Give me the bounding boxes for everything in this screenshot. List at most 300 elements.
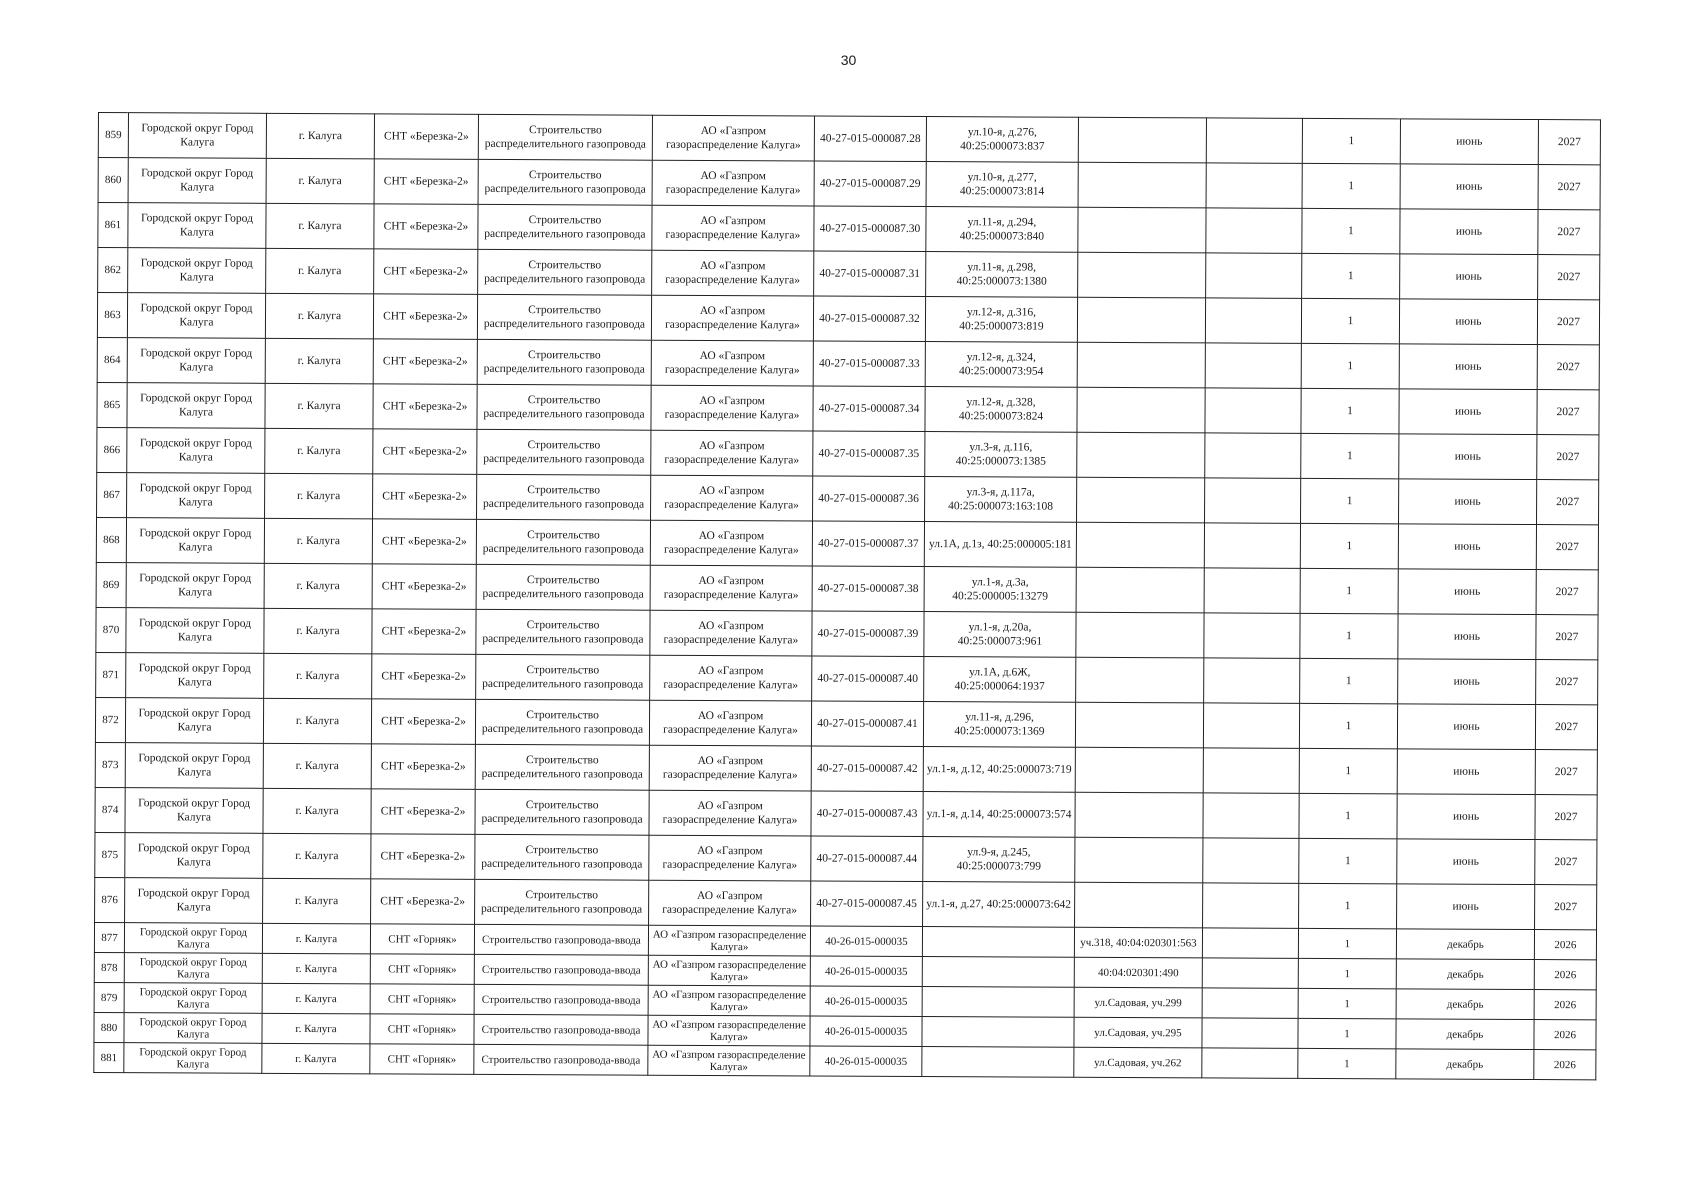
city-cell: г. Калуга	[266, 248, 374, 294]
address-cell: ул.12-я, д.328, 40:25:000073:824	[925, 387, 1077, 433]
month-cell: июнь	[1398, 524, 1536, 570]
address-cell: ул.12-я, д.324, 40:25:000073:954	[925, 342, 1077, 388]
snt-cell: СНТ «Горняк»	[370, 1044, 474, 1075]
snt-cell: СНТ «Березка-2»	[371, 789, 475, 835]
city-cell: г. Калуга	[265, 383, 373, 429]
work-type-cell: Строительство газопровода-ввода	[474, 954, 648, 985]
organization-cell: АО «Газпром газораспределение Калуга»	[651, 340, 813, 386]
organization-cell: АО «Газпром газораспределение Калуга»	[651, 295, 813, 341]
work-type-cell: Строительство распределительного газопровода	[475, 789, 649, 835]
table-row	[96, 517, 1598, 569]
snt-cell: СНТ «Березка-2»	[371, 879, 475, 925]
row-number-cell: 872	[95, 697, 125, 742]
year-cell: 2026	[1534, 1050, 1596, 1080]
quantity-cell: 1	[1298, 988, 1396, 1018]
organization-cell: АО «Газпром газораспределение Калуга»	[650, 610, 812, 656]
address-cell: ул.1А, д.1з, 40:25:000005:181	[924, 522, 1076, 568]
program-code-cell: 40-27-015-000087.40	[812, 656, 924, 702]
work-type-cell: Строительство распределительного газопровода	[475, 834, 649, 880]
year-cell: 2027	[1537, 300, 1599, 345]
snt-cell: СНТ «Березка-2»	[371, 744, 475, 790]
row-number-cell: 864	[97, 337, 127, 382]
municipality-cell: Городской округ Город Калуга	[125, 698, 263, 744]
empty-cell	[1204, 658, 1300, 703]
row-number-cell: 859	[98, 113, 128, 158]
empty-cell	[1205, 343, 1301, 388]
organization-cell: АО «Газпром газораспределение Калуга»	[649, 790, 811, 836]
address-cell: ул.9-я, д.245, 40:25:000073:799	[923, 837, 1075, 883]
address-cell	[922, 927, 1074, 958]
quantity-cell: 1	[1301, 433, 1399, 478]
program-code-cell: 40-26-015-000035	[810, 956, 922, 987]
organization-cell: АО «Газпром газораспределение Калуга»	[648, 925, 810, 956]
organization-cell: АО «Газпром газораспределение Калуга»	[648, 1045, 810, 1076]
municipality-cell: Городской округ Город Калуга	[125, 833, 263, 879]
empty-cell	[1202, 988, 1298, 1018]
month-cell: июнь	[1399, 479, 1537, 525]
city-cell: г. Калуга	[262, 983, 370, 1014]
empty-cell	[1204, 613, 1300, 658]
program-code-cell: 40-26-015-000035	[810, 1016, 922, 1047]
snt-cell: СНТ «Березка-2»	[371, 699, 475, 745]
year-cell: 2027	[1537, 480, 1599, 525]
plot-address-cell: 40:04:020301:490	[1074, 957, 1202, 988]
program-code-cell: 40-27-015-000087.35	[813, 431, 925, 477]
program-code-cell: 40-26-015-000035	[810, 986, 922, 1017]
year-cell: 2027	[1536, 615, 1598, 660]
year-cell: 2027	[1538, 210, 1600, 255]
table-row	[95, 877, 1597, 929]
city-cell: г. Калуга	[264, 608, 372, 654]
address-cell: ул.1-я, д.20а, 40:25:000073:961	[924, 612, 1076, 658]
plot-address-cell	[1075, 837, 1203, 883]
table-row	[97, 293, 1599, 345]
plot-address-cell	[1077, 432, 1205, 478]
snt-cell: СНТ «Горняк»	[370, 984, 474, 1015]
municipality-cell: Городской округ Город Калуга	[126, 608, 264, 654]
quantity-cell: 1	[1301, 343, 1399, 388]
address-cell: ул.3-я, д.117а, 40:25:000073:163:108	[925, 477, 1077, 523]
row-number-cell: 879	[94, 982, 124, 1012]
snt-cell: СНТ «Березка-2»	[374, 159, 478, 205]
table-row	[95, 787, 1597, 839]
month-cell: июнь	[1398, 659, 1536, 705]
table-container	[93, 112, 1601, 1080]
address-cell: ул.12-я, д.316, 40:25:000073:819	[925, 297, 1077, 343]
month-cell: июнь	[1400, 209, 1538, 255]
municipality-cell: Городской округ Город Калуга	[128, 158, 266, 204]
month-cell: июнь	[1397, 884, 1535, 930]
city-cell: г. Калуга	[263, 698, 371, 744]
program-code-cell: 40-27-015-000087.45	[811, 881, 923, 927]
address-cell: ул.10-я, д.277, 40:25:000073:814	[926, 162, 1078, 208]
plot-address-cell	[1078, 117, 1206, 163]
snt-cell: СНТ «Березка-2»	[372, 654, 476, 700]
empty-cell	[1206, 163, 1302, 208]
month-cell: июнь	[1399, 434, 1537, 480]
snt-cell: СНТ «Березка-2»	[372, 564, 476, 610]
program-code-cell: 40-27-015-000087.43	[811, 791, 923, 837]
quantity-cell: 1	[1298, 1018, 1396, 1048]
address-cell	[922, 987, 1074, 1018]
year-cell: 2027	[1537, 390, 1599, 435]
snt-cell: СНТ «Березка-2»	[373, 474, 477, 520]
organization-cell: АО «Газпром газораспределение Калуга»	[652, 205, 814, 251]
snt-cell: СНТ «Березка-2»	[374, 249, 478, 295]
year-cell: 2027	[1538, 120, 1600, 165]
program-code-cell: 40-27-015-000087.41	[811, 701, 923, 747]
municipality-cell: Городской округ Город Калуга	[127, 428, 265, 474]
year-cell: 2027	[1536, 660, 1598, 705]
plot-address-cell	[1076, 657, 1204, 703]
work-type-cell: Строительство распределительного газопровода	[475, 699, 649, 745]
quantity-cell: 1	[1300, 568, 1398, 613]
year-cell: 2027	[1535, 840, 1597, 885]
quantity-cell: 1	[1298, 958, 1396, 988]
empty-cell	[1206, 208, 1302, 253]
year-cell: 2027	[1535, 795, 1597, 840]
snt-cell: СНТ «Березка-2»	[373, 339, 477, 385]
row-number-cell: 862	[98, 248, 128, 293]
row-number-cell: 870	[96, 607, 126, 652]
organization-cell: АО «Газпром газораспределение Калуга»	[649, 745, 811, 791]
year-cell: 2027	[1536, 525, 1598, 570]
page-number: 30	[840, 52, 857, 68]
city-cell: г. Калуга	[266, 203, 374, 249]
month-cell: июнь	[1397, 704, 1535, 750]
month-cell: июнь	[1399, 344, 1537, 390]
city-cell: г. Калуга	[265, 428, 373, 474]
program-code-cell: 40-27-015-000087.34	[813, 386, 925, 432]
municipality-cell: Городской округ Город Калуга	[124, 1043, 262, 1074]
snt-cell: СНТ «Березка-2»	[372, 519, 476, 565]
empty-cell	[1202, 958, 1298, 988]
empty-cell	[1206, 118, 1302, 163]
municipality-cell: Городской округ Город Калуга	[126, 563, 264, 609]
table-row	[95, 832, 1597, 884]
city-cell: г. Калуга	[263, 743, 371, 789]
empty-cell	[1203, 793, 1299, 838]
month-cell: июнь	[1397, 749, 1535, 795]
month-cell: июнь	[1400, 164, 1538, 210]
plot-address-cell	[1077, 387, 1205, 433]
work-type-cell: Строительство распределительного газопровода	[476, 654, 650, 700]
snt-cell: СНТ «Березка-2»	[373, 384, 477, 430]
municipality-cell: Городской округ Город Калуга	[127, 473, 265, 519]
organization-cell: АО «Газпром газораспределение Калуга»	[648, 1015, 810, 1046]
work-type-cell: Строительство газопровода-ввода	[474, 924, 648, 955]
plot-address-cell: уч.318, 40:04:020301:563	[1074, 927, 1202, 958]
empty-cell	[1205, 388, 1301, 433]
address-cell: ул.1-я, д.27, 40:25:000073:642	[923, 882, 1075, 928]
plot-address-cell	[1075, 882, 1203, 928]
address-cell: ул.11-я, д.298, 40:25:000073:1380	[926, 252, 1078, 298]
plot-address-cell: ул.Садовая, уч.299	[1074, 987, 1202, 1018]
table-row	[97, 472, 1599, 524]
organization-cell: АО «Газпром газораспределение Калуга»	[649, 880, 811, 926]
empty-cell	[1203, 748, 1299, 793]
table-row	[98, 248, 1600, 300]
table-row	[97, 427, 1599, 479]
municipality-cell: Городской округ Город Калуга	[126, 653, 264, 699]
row-number-cell: 860	[98, 158, 128, 203]
gasification-table	[93, 112, 1601, 1080]
row-number-cell: 875	[95, 832, 125, 877]
year-cell: 2027	[1538, 255, 1600, 300]
table-row	[95, 697, 1597, 749]
table-row	[98, 158, 1600, 210]
snt-cell: СНТ «Березка-2»	[374, 114, 478, 160]
work-type-cell: Строительство распределительного газопровода	[476, 519, 650, 565]
snt-cell: СНТ «Березка-2»	[372, 609, 476, 655]
year-cell: 2027	[1537, 435, 1599, 480]
municipality-cell: Городской округ Город Калуга	[125, 878, 263, 924]
quantity-cell: 1	[1300, 523, 1398, 568]
city-cell: г. Калуга	[264, 653, 372, 699]
organization-cell: АО «Газпром газораспределение Калуга»	[648, 955, 810, 986]
city-cell: г. Калуга	[265, 473, 373, 519]
municipality-cell: Городской округ Город Калуга	[128, 248, 266, 294]
quantity-cell: 1	[1302, 253, 1400, 298]
month-cell: декабрь	[1396, 959, 1534, 990]
program-code-cell: 40-27-015-000087.33	[813, 341, 925, 387]
year-cell: 2027	[1536, 570, 1598, 615]
row-number-cell: 871	[96, 652, 126, 697]
empty-cell	[1202, 928, 1298, 958]
quantity-cell: 1	[1302, 163, 1400, 208]
quantity-cell: 1	[1300, 613, 1398, 658]
month-cell: декабрь	[1396, 1049, 1534, 1080]
year-cell: 2026	[1534, 960, 1596, 990]
organization-cell: АО «Газпром газораспределение Калуга»	[649, 835, 811, 881]
address-cell: ул.1-я, д.12, 40:25:000073:719	[923, 747, 1075, 793]
program-code-cell: 40-27-015-000087.37	[812, 521, 924, 567]
plot-address-cell	[1075, 747, 1203, 793]
municipality-cell: Городской округ Город Калуга	[124, 953, 262, 984]
row-number-cell: 873	[95, 742, 125, 787]
work-type-cell: Строительство распределительного газопровода	[476, 564, 650, 610]
table-row	[98, 203, 1600, 255]
quantity-cell: 1	[1299, 793, 1397, 838]
table-row	[95, 742, 1597, 794]
row-number-cell: 867	[97, 472, 127, 517]
year-cell: 2027	[1535, 885, 1597, 930]
empty-cell	[1205, 433, 1301, 478]
municipality-cell: Городской округ Город Калуга	[128, 203, 266, 249]
work-type-cell: Строительство распределительного газопровода	[477, 294, 651, 340]
work-type-cell: Строительство распределительного газопровода	[477, 339, 651, 385]
month-cell: декабрь	[1396, 929, 1534, 960]
empty-cell	[1206, 253, 1302, 298]
municipality-cell: Городской округ Город Калуга	[124, 983, 262, 1014]
quantity-cell: 1	[1298, 928, 1396, 958]
plot-address-cell	[1075, 702, 1203, 748]
program-code-cell: 40-26-015-000035	[810, 926, 922, 957]
quantity-cell: 1	[1299, 748, 1397, 793]
quantity-cell: 1	[1298, 1048, 1396, 1078]
program-code-cell: 40-27-015-000087.42	[811, 746, 923, 792]
table-row	[96, 607, 1598, 659]
address-cell	[922, 1017, 1074, 1048]
month-cell: июнь	[1398, 614, 1536, 660]
city-cell: г. Калуга	[262, 1043, 370, 1074]
year-cell: 2026	[1534, 1020, 1596, 1050]
plot-address-cell	[1078, 207, 1206, 253]
municipality-cell: Городской округ Город Калуга	[125, 743, 263, 789]
snt-cell: СНТ «Березка-2»	[374, 204, 478, 250]
quantity-cell: 1	[1301, 298, 1399, 343]
municipality-cell: Городской округ Город Калуга	[127, 383, 265, 429]
row-number-cell: 863	[97, 293, 127, 338]
work-type-cell: Строительство газопровода-ввода	[474, 984, 648, 1015]
work-type-cell: Строительство газопровода-ввода	[474, 1044, 648, 1075]
municipality-cell: Городской округ Город Калуга	[127, 293, 265, 339]
empty-cell	[1204, 523, 1300, 568]
program-code-cell: 40-27-015-000087.31	[814, 251, 926, 297]
snt-cell: СНТ «Березка-2»	[373, 429, 477, 475]
row-number-cell: 874	[95, 787, 125, 832]
quantity-cell: 1	[1301, 478, 1399, 523]
organization-cell: АО «Газпром газораспределение Калуга»	[652, 115, 814, 161]
address-cell: ул.11-я, д.294, 40:25:000073:840	[926, 207, 1078, 253]
empty-cell	[1203, 883, 1299, 928]
empty-cell	[1205, 478, 1301, 523]
municipality-cell: Городской округ Город Калуга	[127, 338, 265, 384]
municipality-cell: Городской округ Город Калуга	[125, 788, 263, 834]
quantity-cell: 1	[1302, 118, 1400, 163]
work-type-cell: Строительство распределительного газопровода	[478, 249, 652, 295]
month-cell: июнь	[1397, 794, 1535, 840]
organization-cell: АО «Газпром газораспределение Калуга»	[651, 475, 813, 521]
plot-address-cell	[1076, 522, 1204, 568]
quantity-cell: 1	[1300, 658, 1398, 703]
month-cell: июнь	[1400, 254, 1538, 300]
work-type-cell: Строительство распределительного газопровода	[478, 159, 652, 205]
work-type-cell: Строительство распределительного газопровода	[476, 609, 650, 655]
row-number-cell: 878	[94, 952, 124, 982]
municipality-cell: Городской округ Город Калуга	[126, 518, 264, 564]
year-cell: 2027	[1535, 750, 1597, 795]
month-cell: декабрь	[1396, 989, 1534, 1020]
work-type-cell: Строительство распределительного газопровода	[475, 879, 649, 925]
municipality-cell: Городской округ Город Калуга	[124, 1013, 262, 1044]
table-row	[98, 113, 1600, 165]
row-number-cell: 868	[96, 517, 126, 562]
plot-address-cell: ул.Садовая, уч.295	[1074, 1017, 1202, 1048]
address-cell: ул.3-я, д.116, 40:25:000073:1385	[925, 432, 1077, 478]
program-code-cell: 40-26-015-000035	[810, 1046, 922, 1077]
work-type-cell: Строительство газопровода-ввода	[474, 1014, 648, 1045]
plot-address-cell	[1076, 567, 1204, 613]
row-number-cell: 861	[98, 203, 128, 248]
address-cell: ул.1А, д.6Ж, 40:25:000064:1937	[924, 657, 1076, 703]
address-cell: ул.1-я, д.3а, 40:25:000005:13279	[924, 567, 1076, 613]
empty-cell	[1204, 568, 1300, 613]
organization-cell: АО «Газпром газораспределение Калуга»	[648, 985, 810, 1016]
year-cell: 2027	[1538, 165, 1600, 210]
work-type-cell: Строительство распределительного газопровода	[477, 429, 651, 475]
table-row	[94, 1042, 1596, 1079]
program-code-cell: 40-27-015-000087.32	[813, 296, 925, 342]
work-type-cell: Строительство распределительного газопровода	[477, 384, 651, 430]
quantity-cell: 1	[1299, 883, 1397, 928]
work-type-cell: Строительство распределительного газопровода	[475, 744, 649, 790]
city-cell: г. Калуга	[265, 338, 373, 384]
program-code-cell: 40-27-015-000087.39	[812, 611, 924, 657]
plot-address-cell	[1077, 342, 1205, 388]
month-cell: декабрь	[1396, 1019, 1534, 1050]
city-cell: г. Калуга	[263, 788, 371, 834]
address-cell: ул.11-я, д.296, 40:25:000073:1369	[923, 702, 1075, 748]
empty-cell	[1203, 703, 1299, 748]
organization-cell: АО «Газпром газораспределение Калуга»	[652, 250, 814, 296]
row-number-cell: 876	[95, 877, 125, 922]
table-row	[97, 337, 1599, 389]
month-cell: июнь	[1399, 299, 1537, 345]
year-cell: 2026	[1534, 990, 1596, 1020]
organization-cell: АО «Газпром газораспределение Калуга»	[651, 385, 813, 431]
year-cell: 2027	[1537, 345, 1599, 390]
snt-cell: СНТ «Березка-2»	[371, 834, 475, 880]
month-cell: июнь	[1397, 839, 1535, 885]
address-cell	[922, 957, 1074, 988]
empty-cell	[1205, 298, 1301, 343]
program-code-cell: 40-27-015-000087.28	[814, 116, 926, 162]
city-cell: г. Калуга	[263, 878, 371, 924]
table-row	[96, 652, 1598, 704]
municipality-cell: Городской округ Город Калуга	[128, 113, 266, 159]
plot-address-cell	[1077, 297, 1205, 343]
quantity-cell: 1	[1301, 388, 1399, 433]
plot-address-cell	[1077, 477, 1205, 523]
program-code-cell: 40-27-015-000087.29	[814, 161, 926, 207]
row-number-cell: 866	[97, 427, 127, 472]
plot-address-cell	[1075, 792, 1203, 838]
program-code-cell: 40-27-015-000087.30	[814, 206, 926, 252]
city-cell: г. Калуга	[265, 293, 373, 339]
snt-cell: СНТ «Горняк»	[370, 1014, 474, 1045]
address-cell	[922, 1047, 1074, 1078]
city-cell: г. Калуга	[263, 833, 371, 879]
table-row	[96, 562, 1598, 614]
year-cell: 2026	[1534, 930, 1596, 960]
snt-cell: СНТ «Березка-2»	[373, 294, 477, 340]
address-cell: ул.1-я, д.14, 40:25:000073:574	[923, 792, 1075, 838]
plot-address-cell	[1078, 252, 1206, 298]
year-cell: 2027	[1535, 705, 1597, 750]
quantity-cell: 1	[1302, 208, 1400, 253]
plot-address-cell	[1076, 612, 1204, 658]
table-row	[97, 382, 1599, 434]
snt-cell: СНТ «Горняк»	[370, 924, 474, 955]
city-cell: г. Калуга	[264, 563, 372, 609]
program-code-cell: 40-27-015-000087.44	[811, 836, 923, 882]
row-number-cell: 877	[94, 922, 124, 952]
month-cell: июнь	[1400, 119, 1538, 165]
plot-address-cell: ул.Садовая, уч.262	[1074, 1047, 1202, 1078]
snt-cell: СНТ «Горняк»	[370, 954, 474, 985]
city-cell: г. Калуга	[262, 923, 370, 954]
organization-cell: АО «Газпром газораспределение Калуга»	[650, 655, 812, 701]
month-cell: июнь	[1399, 389, 1537, 435]
row-number-cell: 865	[97, 382, 127, 427]
row-number-cell: 869	[96, 562, 126, 607]
empty-cell	[1203, 838, 1299, 883]
program-code-cell: 40-27-015-000087.36	[813, 476, 925, 522]
organization-cell: АО «Газпром газораспределение Калуга»	[650, 520, 812, 566]
organization-cell: АО «Газпром газораспределение Калуга»	[652, 160, 814, 206]
empty-cell	[1202, 1048, 1298, 1078]
